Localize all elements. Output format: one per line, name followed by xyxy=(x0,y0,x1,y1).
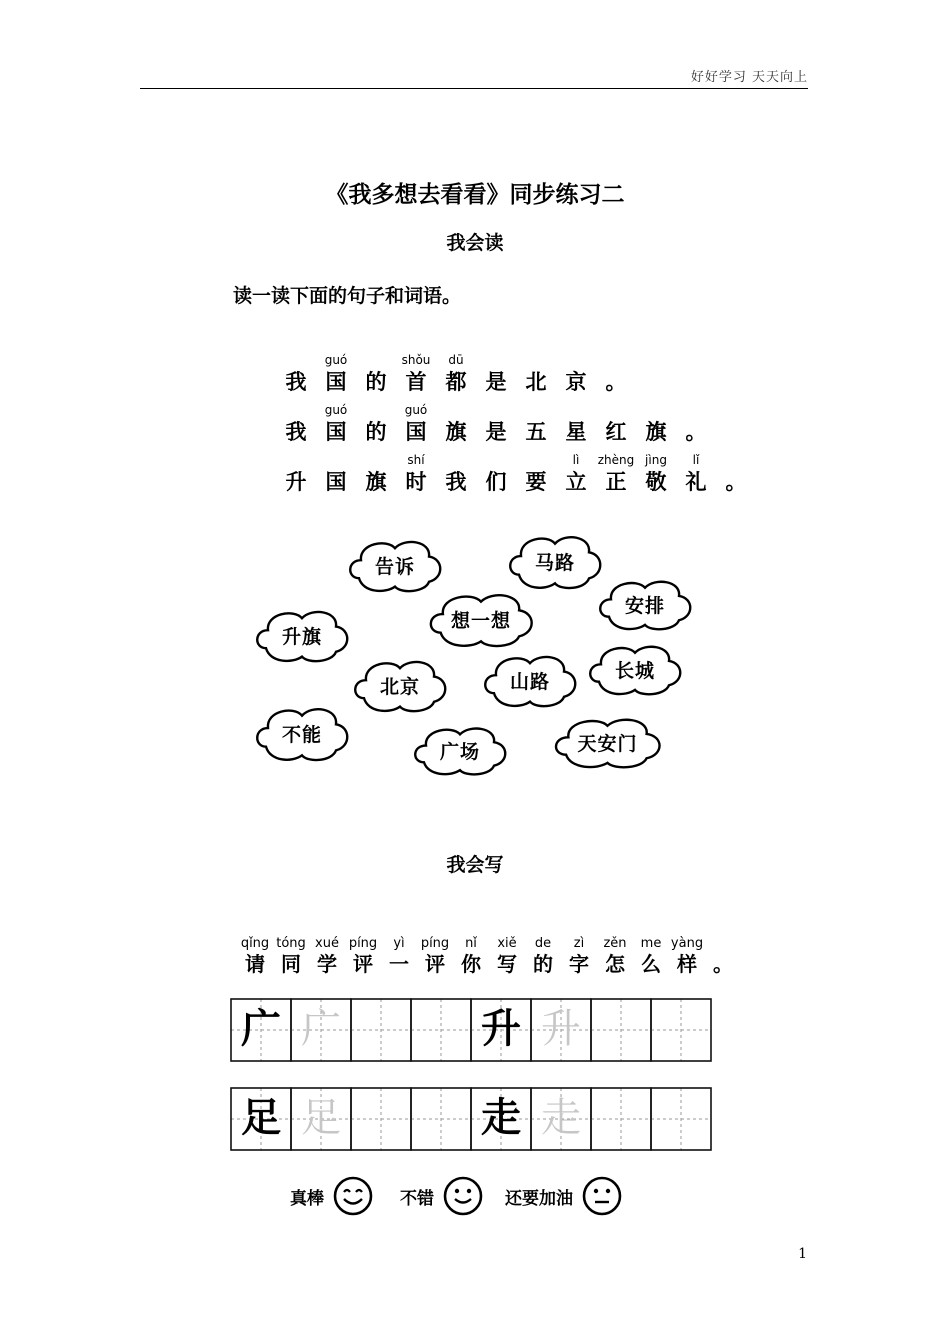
hanzi-char xyxy=(708,950,738,978)
hanzi-text: 字 xyxy=(569,952,589,976)
hanzi-text: 升 xyxy=(285,469,307,494)
cloud-word: 不能 xyxy=(281,723,322,746)
hanzi-char xyxy=(440,353,472,396)
hanzi-text: 。 xyxy=(713,952,733,976)
hanzi-char xyxy=(560,368,592,396)
hanzi-char xyxy=(480,418,512,446)
pinyin: shǒu xyxy=(401,353,431,367)
trace-character: 广 xyxy=(301,1006,341,1052)
hanzi-text: 时 xyxy=(405,469,427,494)
hanzi-char xyxy=(670,936,704,978)
pinyin: zhèng xyxy=(597,453,635,467)
cloud-word: 安排 xyxy=(624,594,665,617)
sentence-line xyxy=(280,353,640,396)
section-title-read: 我会读 xyxy=(446,232,504,254)
pinyin: zěn xyxy=(603,936,627,951)
model-character: 广 xyxy=(241,1005,281,1052)
hanzi-char xyxy=(680,453,712,496)
hanzi-char xyxy=(720,468,752,496)
pinyin: nǐ xyxy=(465,936,477,951)
hanzi-text: 旗 xyxy=(645,419,667,444)
hanzi-text: 么 xyxy=(641,952,661,976)
hanzi-text: 。 xyxy=(725,469,747,494)
hanzi-text: 你 xyxy=(461,952,481,976)
hanzi-text: 立 xyxy=(565,469,587,494)
hanzi-text: 。 xyxy=(605,369,627,394)
rating-prompt-sentence xyxy=(240,928,744,976)
hanzi-text: 评 xyxy=(353,952,373,976)
hanzi-text: 请 xyxy=(245,952,265,976)
model-character: 升 xyxy=(481,1005,521,1052)
hanzi-text: 的 xyxy=(365,419,387,444)
section-title-write: 我会写 xyxy=(446,854,504,876)
hanzi-char xyxy=(480,468,512,496)
hanzi-text: 五 xyxy=(525,419,547,444)
cloud-word: 告诉 xyxy=(374,555,415,578)
word-clouds xyxy=(240,525,710,785)
pinyin: lǐ xyxy=(692,453,700,467)
hanzi-text: 北 xyxy=(525,369,547,394)
hanzi-text: 要 xyxy=(525,469,547,494)
hanzi-text: 。 xyxy=(685,419,707,444)
pinyin: de xyxy=(534,936,552,951)
header-divider xyxy=(140,88,808,89)
hanzi-text: 一 xyxy=(389,952,409,976)
pinyin: me xyxy=(640,936,662,951)
hanzi-text: 写 xyxy=(497,952,517,976)
cloud-word: 长城 xyxy=(614,659,655,682)
hanzi-text: 我 xyxy=(285,369,307,394)
hanzi-char xyxy=(480,368,512,396)
hanzi-char xyxy=(640,418,672,446)
hanzi-text: 旗 xyxy=(445,419,467,444)
cloud-word: 广场 xyxy=(439,740,480,763)
cloud-word: 升旗 xyxy=(281,625,322,648)
rating-label: 真棒 xyxy=(290,1188,324,1209)
hanzi-text: 怎 xyxy=(605,952,625,976)
cloud-word: 北京 xyxy=(379,675,420,698)
hanzi-text: 同 xyxy=(281,952,301,976)
rating-scale xyxy=(290,1175,650,1217)
rating-option xyxy=(400,1175,484,1217)
word-cloud xyxy=(425,588,537,650)
cloud-word: 天安门 xyxy=(577,732,638,755)
hanzi-text: 礼 xyxy=(685,469,707,494)
hanzi-text: 都 xyxy=(445,369,467,394)
rating-option xyxy=(290,1175,374,1217)
writing-grid-row xyxy=(230,998,710,1060)
hanzi-char xyxy=(520,418,552,446)
page-number: 1 xyxy=(798,1246,807,1262)
page-header-motto: 好好学习 天天向上 xyxy=(690,70,808,85)
hanzi-text: 的 xyxy=(365,369,387,394)
hanzi-char xyxy=(320,468,352,496)
hanzi-text: 的 xyxy=(533,952,553,976)
pinyin: yì xyxy=(393,936,405,951)
pinyin: guó xyxy=(324,403,348,417)
big-smile-face-icon xyxy=(332,1175,374,1217)
hanzi-text: 国 xyxy=(405,419,427,444)
hanzi-text: 星 xyxy=(565,419,587,444)
hanzi-char xyxy=(320,353,352,396)
pinyin: shí xyxy=(407,453,425,467)
cloud-word: 山路 xyxy=(509,670,550,693)
hanzi-char xyxy=(560,418,592,446)
hanzi-char xyxy=(280,468,312,496)
hanzi-char xyxy=(520,368,552,396)
pinyin: jìng xyxy=(645,453,667,467)
hanzi-char xyxy=(440,418,472,446)
hanzi-text: 敬 xyxy=(645,469,667,494)
sentence-line xyxy=(280,453,760,496)
pinyin: zì xyxy=(573,936,585,951)
hanzi-char xyxy=(400,453,432,496)
hanzi-char xyxy=(400,403,432,446)
pinyin: yàng xyxy=(670,936,704,951)
trace-character: 升 xyxy=(541,1006,581,1052)
model-character: 足 xyxy=(241,1094,281,1141)
read-instruction: 读一读下面的句子和词语。 xyxy=(233,285,462,307)
hanzi-text: 是 xyxy=(485,419,507,444)
trace-character: 足 xyxy=(301,1095,341,1141)
hanzi-text: 京 xyxy=(565,369,587,394)
word-cloud xyxy=(345,535,445,595)
pinyin: guó xyxy=(404,403,428,417)
hanzi-text: 学 xyxy=(317,952,337,976)
hanzi-text: 们 xyxy=(485,469,507,494)
hanzi-char xyxy=(320,403,352,446)
pinyin: tóng xyxy=(276,936,306,951)
sentence-line xyxy=(280,403,720,446)
word-cloud xyxy=(550,713,665,771)
hanzi-text: 我 xyxy=(445,469,467,494)
pinyin: píng xyxy=(348,936,378,951)
word-cloud xyxy=(252,702,352,764)
hanzi-char xyxy=(440,468,472,496)
hanzi-text: 正 xyxy=(605,469,627,494)
hanzi-text: 评 xyxy=(425,952,445,976)
worksheet-title: 《我多想去看看》同步练习二 xyxy=(325,181,625,208)
writing-grid-row xyxy=(230,1087,710,1149)
hanzi-text: 首 xyxy=(405,369,427,394)
hanzi-char xyxy=(600,368,632,396)
pinyin: xué xyxy=(315,936,339,951)
hanzi-text: 样 xyxy=(677,952,697,976)
word-cloud xyxy=(252,605,352,665)
rating-option xyxy=(505,1175,623,1217)
word-cloud xyxy=(350,655,450,715)
hanzi-text: 国 xyxy=(325,469,347,494)
hanzi-text: 国 xyxy=(325,419,347,444)
hanzi-char xyxy=(600,418,632,446)
cloud-word: 马路 xyxy=(534,551,575,574)
hanzi-text: 我 xyxy=(285,419,307,444)
word-cloud xyxy=(480,650,580,710)
pinyin: xiě xyxy=(497,936,517,951)
pinyin: píng xyxy=(420,936,450,951)
rating-label: 不错 xyxy=(400,1188,434,1209)
hanzi-text: 红 xyxy=(605,419,627,444)
hanzi-text: 是 xyxy=(485,369,507,394)
hanzi-text: 旗 xyxy=(365,469,387,494)
trace-character: 走 xyxy=(541,1095,581,1141)
word-cloud xyxy=(595,575,695,633)
word-cloud xyxy=(505,530,605,592)
pinyin: qǐng xyxy=(240,936,270,951)
pinyin: lì xyxy=(572,453,580,467)
hanzi-text: 国 xyxy=(325,369,347,394)
pinyin: guó xyxy=(324,353,348,367)
cloud-word: 想一想 xyxy=(450,609,511,632)
pinyin: dū xyxy=(448,353,464,367)
neutral-face-icon xyxy=(581,1175,623,1217)
smile-face-icon xyxy=(442,1175,484,1217)
rating-label: 还要加油 xyxy=(505,1188,573,1209)
word-cloud xyxy=(585,640,685,698)
hanzi-char xyxy=(680,418,712,446)
model-character: 走 xyxy=(481,1094,521,1141)
word-cloud xyxy=(410,722,510,778)
